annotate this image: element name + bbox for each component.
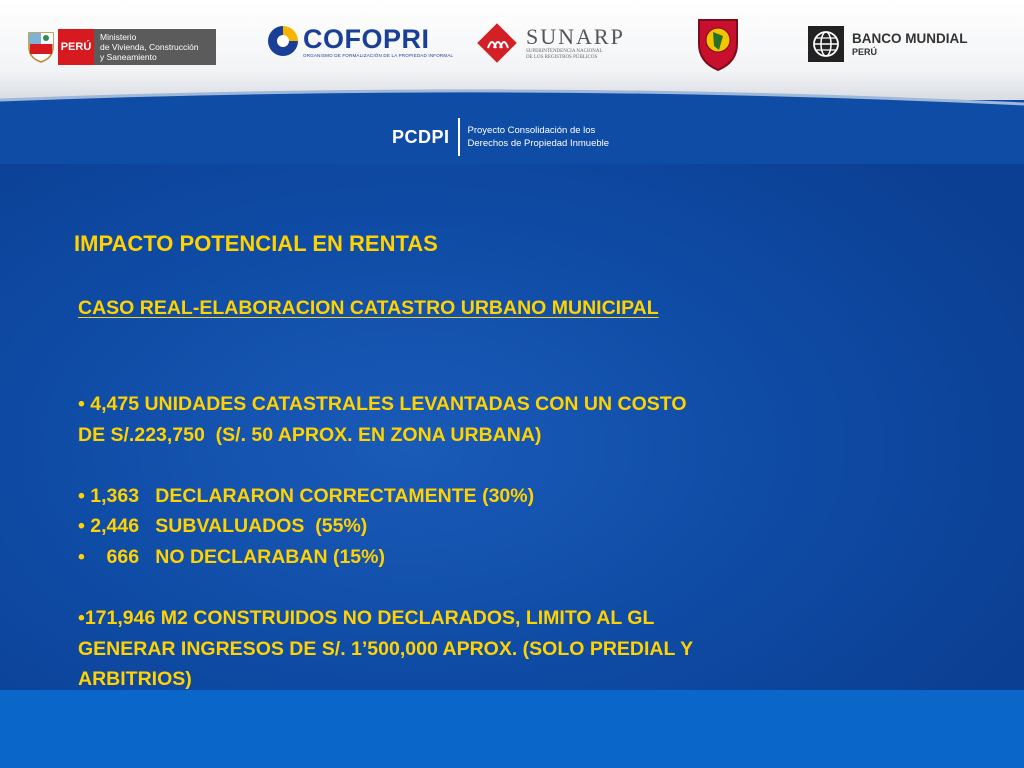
banco-mundial-country: PERÚ: [852, 47, 878, 57]
body-line-4: • 2,446 SUBVALUADOS (55%): [78, 515, 368, 537]
sunarp-logo: SUNARP SUPERINTENDENCIA NACIONAL DE LOS REGISTROS PÚBLICOS: [474, 20, 625, 66]
footer-band: [0, 690, 1024, 768]
body-line-3: • 1,363 DECLARARON CORRECTAMENTE (30%): [78, 485, 535, 507]
body-line-1: • 4,475 UNIDADES CATASTRALES LEVANTADAS CON UN COSTO: [78, 393, 687, 415]
pcdpi-logo: [392, 118, 609, 156]
geographic-institute-shield-icon: [695, 16, 741, 72]
cofopri-subtitle: ORGANISMO DE FORMALIZACIÓN DE LA PROPIEDAD INFORMAL: [303, 52, 454, 58]
sunarp-mark-icon: [474, 20, 520, 66]
body-line-2: DE S/.223,750 (S/. 50 APROX. EN ZONA URBANA): [78, 424, 542, 446]
body-line-8: ARBITRIOS): [78, 668, 192, 690]
banco-mundial-logo: [808, 26, 968, 62]
cofopri-mark-icon: [266, 24, 300, 58]
pcdpi-name: PCDPI: [392, 126, 450, 147]
body-line-7: GENERAR INGRESOS DE S/. 1’500,000 APROX. (SOLO PREDIAL Y: [78, 638, 694, 660]
cofopri-name: COFOPRI: [303, 23, 430, 54]
cofopri-logo: [266, 24, 453, 58]
pcdpi-divider: [458, 118, 460, 156]
body-line-6: •171,946 M2 CONSTRUIDOS NO DECLARADOS, LIMITO AL GL: [78, 607, 655, 629]
body-line-5: • 666 NO DECLARABAN (15%): [78, 546, 385, 568]
globe-icon: [808, 26, 844, 62]
pcdpi-description: Proyecto Consolidación de los Derechos de Propiedad Inmueble: [467, 125, 610, 149]
peru-ministry-logo: [24, 28, 216, 66]
banco-mundial-name: BANCO MUNDIAL: [852, 31, 968, 46]
sunarp-name: SUNARP: [526, 24, 625, 49]
slide-subtitle: CASO REAL-ELABORACION CATASTRO URBANO MUNICIPAL: [78, 297, 659, 319]
ministry-name: Ministerio de Vivienda, Construcción y Saneamiento: [94, 29, 216, 65]
peru-coat-of-arms-icon: [24, 29, 58, 65]
slide-title: IMPACTO POTENCIAL EN RENTAS: [74, 231, 438, 256]
peru-label: PERÚ: [58, 29, 94, 65]
